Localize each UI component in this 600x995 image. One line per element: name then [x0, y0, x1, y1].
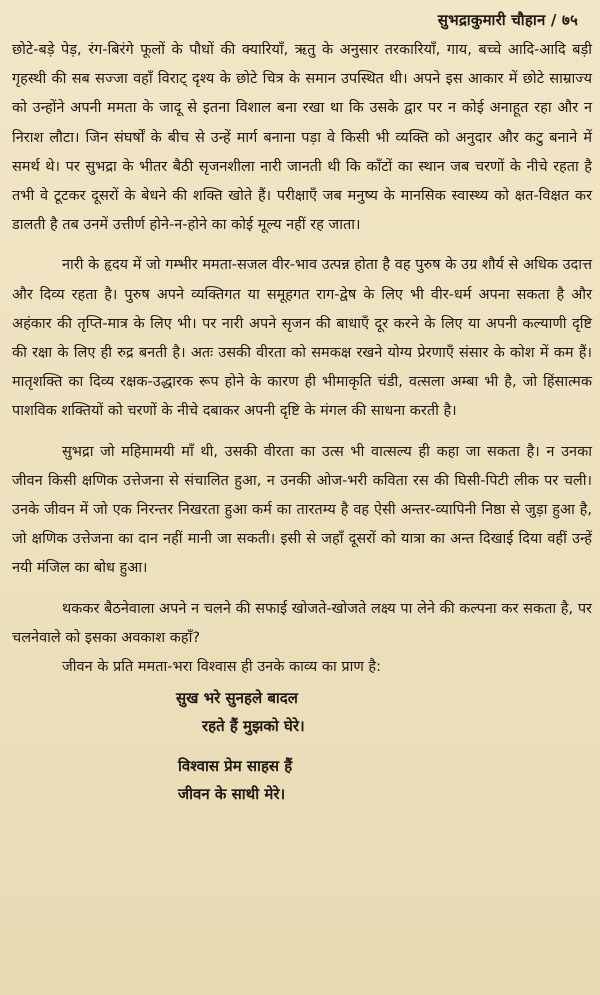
paragraph: छोटे-बड़े पेड़, रंग-बिरंगे फूलों के पौधों की क्यारियाँ, ऋतु के अनुसार तरकारियाँ, गाय, बच्चे आदि-आदि बड़ी गृहस्थी की सब सज्जा वहाँ विराट् दृश्य के छोटे चित्र के समान उपस्थित थी। अपने इस आकार में छोटे साम्राज्य को उन्होंने अपनी ममता के जादू से इतना विशाल बना रखा था कि उसके द्वार पर न कोई अनाहूत रहा और न निराश लौटा। जिन संघर्षों के बीच से उन्हें मार्ग बनाना पड़ा वे किसी भी व्यक्ति को अनुदार और कटु बनाने में समर्थ थे। पर सुभद्रा के भीतर बैठी सृजनशीला नारी जानती थी कि काँटों का स्थान जब चरणों के नीचे रहता है तभी वे टूटकर दूसरों के बेधने की शक्ति खोते हैं। परीक्षाएँ जब मनुष्य के मानसिक स्वास्थ्य को क्षत-विक्षत कर डालती है तब उनमें उत्तीर्ण होने-न-होने का कोई मूल्य नहीं रह जाता। [12, 42, 592, 234]
poem-line: जीवन के साथी मेरे। [178, 785, 286, 804]
poem-line: सुख भरे सुनहले बादल [176, 689, 298, 708]
running-header: सुभद्राकुमारी चौहान / ७५ [437, 11, 578, 29]
paragraph: नारी के हृदय में जो गम्भीर ममता-सजल वीर-भाव उत्पन्न होता है वह पुरुष के उग्र शौर्य से अधिक उदात्त और दिव्य रहता है। पुरुष अपने व्यक्तिगत या समूहगत राग-द्वेष के लिए भी वीर-धर्म अपना सकता है और अहंकार की तृप्ति-मात्र के लिए भी। पर नारी अपने सृजन की बाधाएँ दूर करने के लिए या अपनी कल्याणी दृष्टि की रक्षा के लिए ही रुद्र बनती है। अतः उसकी वीरता को समकक्ष रखने योग्य प्रेरणाएँ संसार के कोश में कम हैं। मातृशक्ति का दिव्य रक्षक-उद्धारक रूप होने के कारण ही भीमाकृति चंडी, वत्सला अम्बा भी है, जो हिंसात्मक पाशविक शक्तियों को चरणों के नीचे दबाकर अपनी दृष्टि के मंगल की साधना करती है। [12, 257, 592, 420]
poem-line: विश्वास प्रेम साहस हैं [178, 757, 293, 776]
poem-quote [12, 684, 592, 808]
paragraph: सुभद्रा जो महिमामयी माँ थी, उसकी वीरता का उत्स भी वात्सल्य ही कहा जा सकता है। न उनका जीवन किसी क्षणिक उत्तेजना से संचालित हुआ, न उनकी ओज-भरी कविता रस की घिसी-पिटी लीक पर चली। उनके जीवन में जो एक निरन्तर निखरता हुआ कर्म का तारतम्य है वह ऐसी अन्तर-व्यापिनी निष्ठा से जुड़ा हुआ है, जो क्षणिक उत्तेजना का दान नहीं मानी जा सकती। इसी से जहाँ दूसरों को यात्रा का अन्त दिखाई दिया वहीं उन्हें नयी मंजिल का बोध हुआ। [12, 443, 592, 577]
page-body [12, 36, 592, 808]
paragraph: थककर बैठनेवाला अपने न चलने की सफाई खोजते-खोजते लक्ष्य पा लेने की कल्पना कर सकता है, पर चलनेवाले को इसका अवकाश कहाँ? [12, 600, 592, 646]
poem-line: रहते हैं मुझको घेरे। [202, 717, 305, 736]
paragraph: जीवन के प्रति ममता-भरा विश्वास ही उनके काव्य का प्राण है: [62, 659, 382, 676]
